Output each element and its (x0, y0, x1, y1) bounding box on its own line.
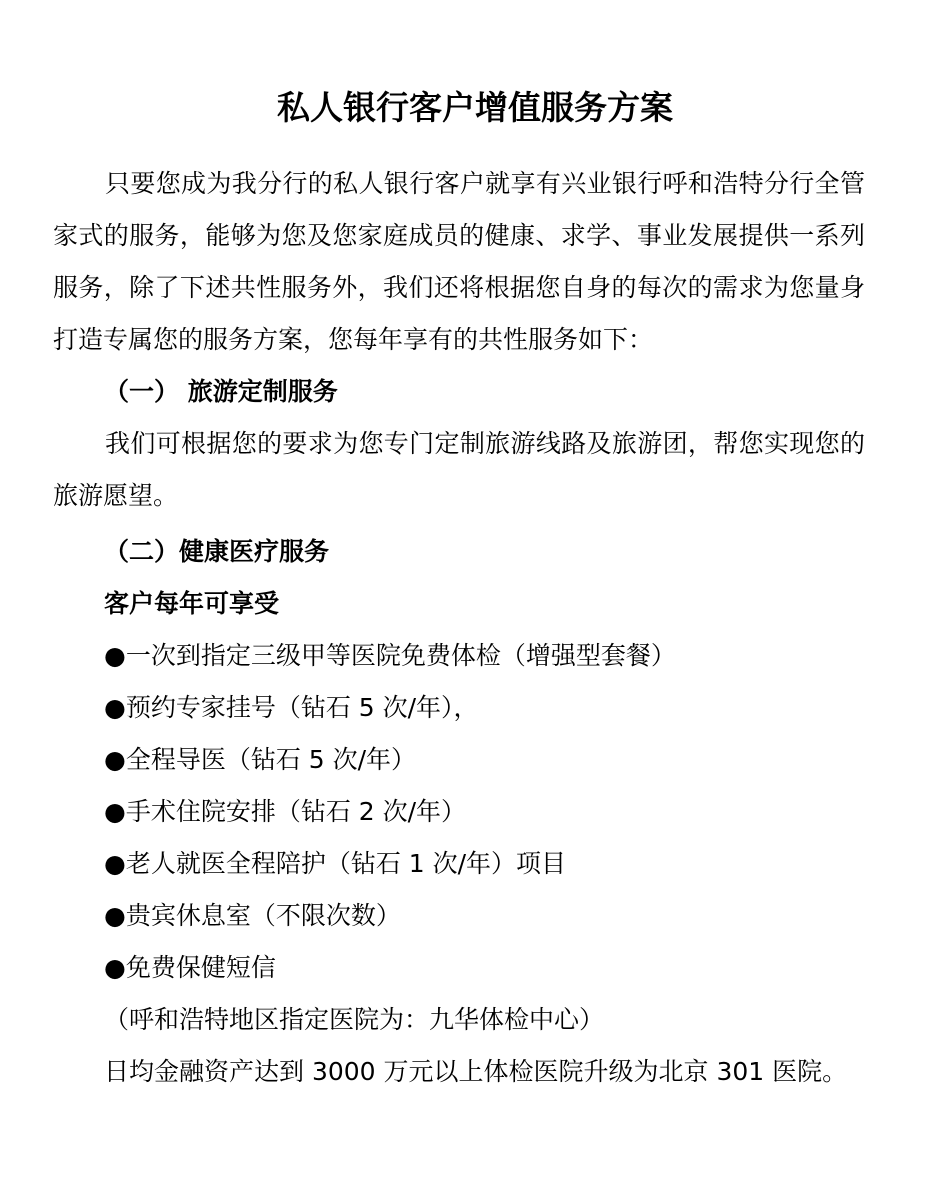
section-2-heading: （二）健康医疗服务 (104, 537, 330, 566)
designated-hospital-note: （呼和浩特地区指定医院为：九华体检中心） (104, 1005, 605, 1034)
section-1-heading: （一） 旅游定制服务 (104, 377, 338, 406)
benefit-item: ●免费保健短信 (104, 953, 276, 982)
intro-paragraph: 只要您成为我分行的私人银行客户就享有兴业银行呼和浩特分行全管家式的服务，能够为您及您家庭成员的健康、求学、事业发展提供一系列服务，除了下述共性服务外，我们还将根据您自身的每次的需求为您量身打造专属您的服务方案，您每年享有的共性服务如下： (53, 169, 865, 354)
benefit-item: ●预约专家挂号（钻石 5 次/年）， (104, 693, 479, 722)
benefit-item: ●手术住院安排（钻石 2 次/年） (104, 797, 467, 826)
section-2-subheading: 客户每年可享受 (104, 589, 280, 618)
hospital-upgrade-note: 日均金融资产达到 3000 万元以上体检医院升级为北京 301 医院。 (104, 1057, 848, 1086)
benefit-item: ●老人就医全程陪护（钻石 1 次/年）项目 (104, 849, 567, 878)
benefit-item: ●一次到指定三级甲等医院免费体检（增强型套餐） (104, 641, 676, 670)
benefit-item: ●全程导医（钻石 5 次/年） (104, 745, 417, 774)
document-title: 私人银行客户增值服务方案 (277, 88, 673, 127)
section-1-body: 我们可根据您的要求为您专门定制旅游线路及旅游团，帮您实现您的旅游愿望。 (53, 429, 865, 510)
benefit-item: ●贵宾休息室（不限次数） (104, 901, 401, 930)
